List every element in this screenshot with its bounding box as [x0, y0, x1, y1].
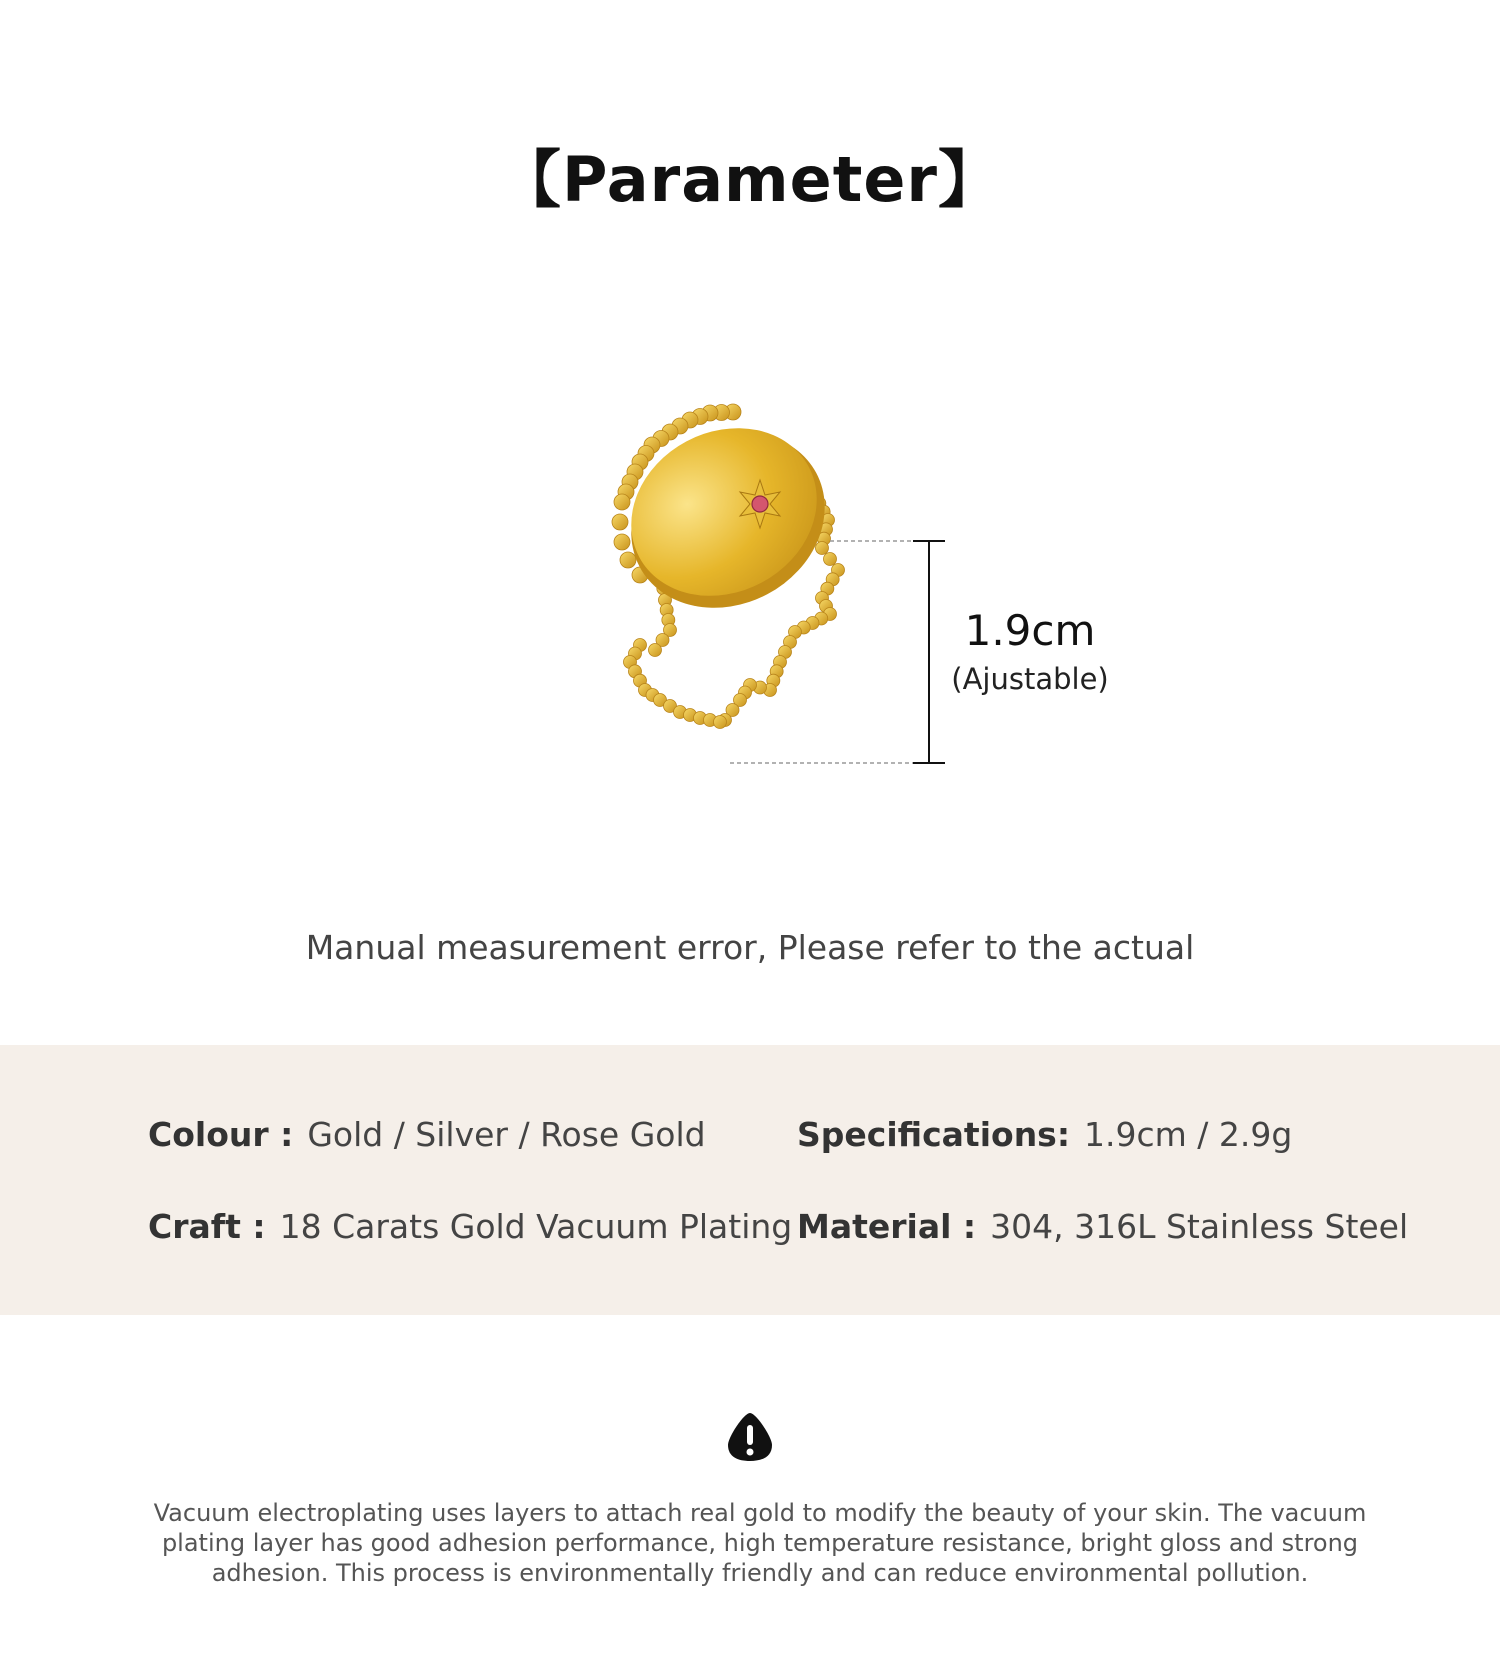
param-colour-value: Gold / Silver / Rose Gold [307, 1115, 706, 1154]
param-colour [148, 1115, 706, 1154]
param-specifications-label: Specifications: [797, 1115, 1071, 1154]
dimension-note: (Ajustable) [951, 662, 1109, 696]
dimension-value: 1.9cm [964, 606, 1096, 655]
page-title: 【Parameter】 [499, 143, 1001, 216]
param-material [797, 1207, 1408, 1246]
param-craft [148, 1207, 792, 1246]
measurement-note: Manual measurement error, Please refer to the actual [305, 928, 1195, 967]
param-specifications [797, 1115, 1292, 1154]
param-material-value: 304, 316L Stainless Steel [990, 1207, 1409, 1246]
param-specifications-value: 1.9cm / 2.9g [1084, 1115, 1293, 1154]
product-image [600, 400, 1200, 800]
param-colour-label: Colour : [148, 1115, 294, 1154]
param-craft-value: 18 Carats Gold Vacuum Plating [279, 1207, 793, 1246]
param-material-label: Material : [797, 1207, 977, 1246]
footer-description: Vacuum electroplating uses layers to attach real gold to modify the beauty of your skin. The vacuum plating layer has good adhesion performance, high temperature resistance, bright gloss and strong adhesion. This process is environmentally friendly and can reduce environmental pollution. [153, 1499, 1367, 1587]
exclamation-icon [726, 1411, 774, 1463]
param-craft-label: Craft : [148, 1207, 266, 1246]
pink-stone [752, 496, 768, 512]
parameter-panel [0, 1045, 1500, 1315]
ring-disc [602, 400, 847, 628]
